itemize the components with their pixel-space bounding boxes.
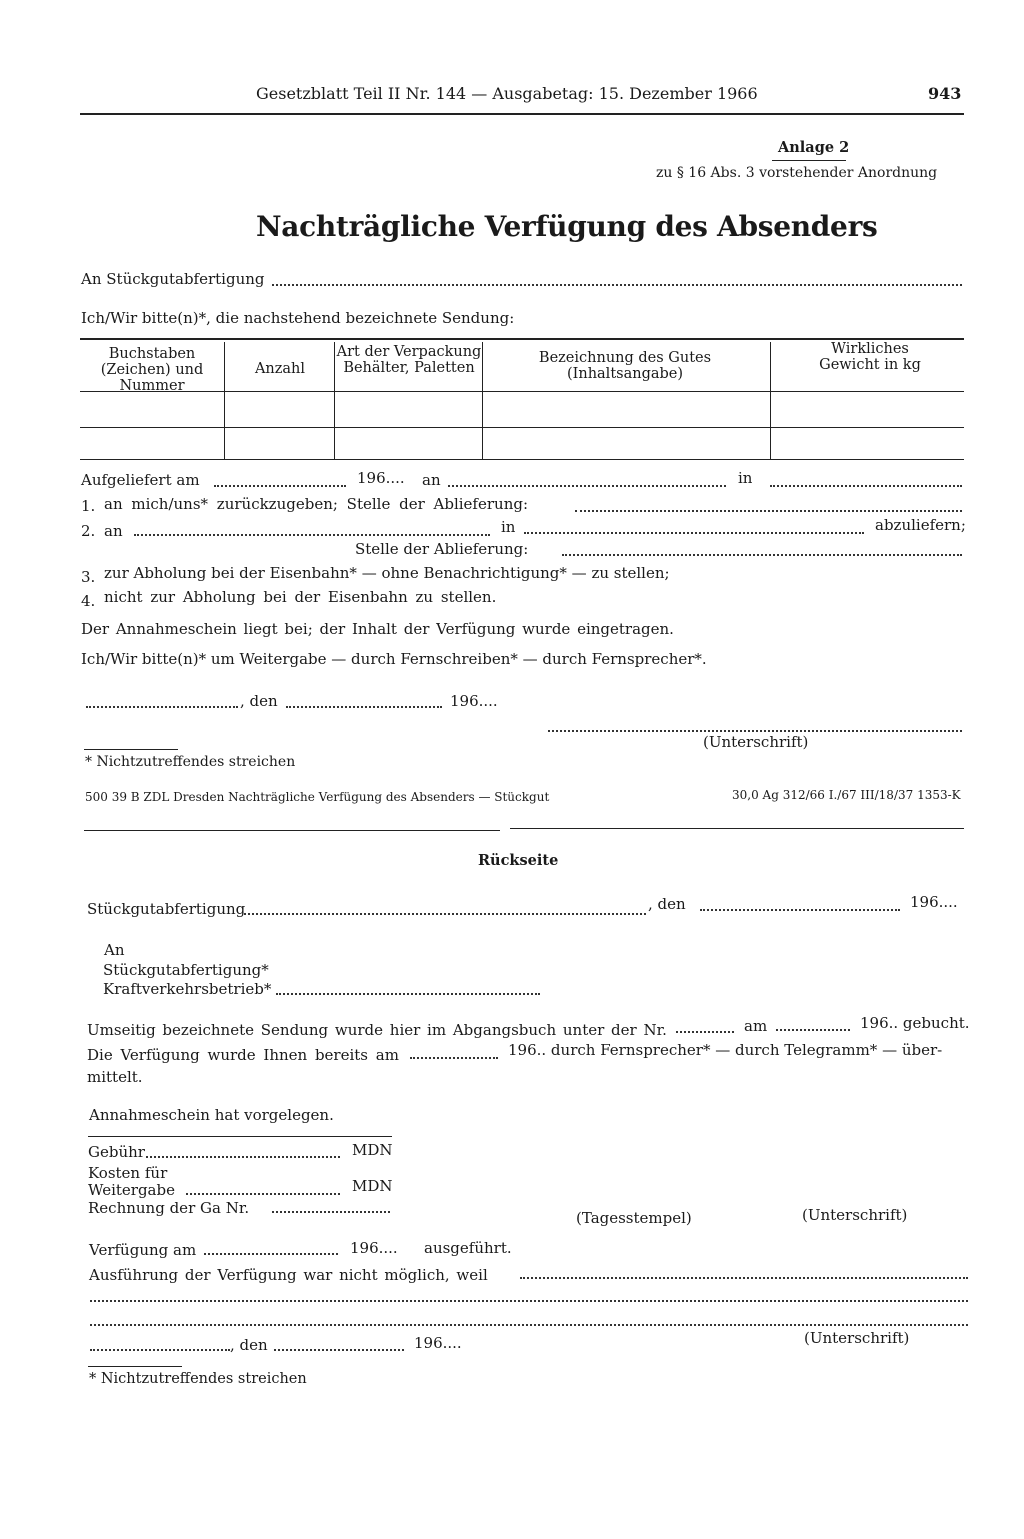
option-4-number: 4. — [81, 592, 96, 610]
front-place-field[interactable] — [86, 706, 238, 708]
back-executed-label: Verfügung am — [89, 1241, 197, 1259]
table-cell-row1-goods[interactable] — [485, 396, 768, 424]
back-signature-label: (Unterschrift) — [802, 1206, 908, 1224]
table-header-packaging: Art der Verpackung Behälter, Paletten — [336, 344, 482, 376]
back-forward-text-a: Die Verfügung wurde Ihnen bereits am — [87, 1046, 399, 1064]
back-office-year: 196.... — [910, 893, 958, 911]
header-rule — [80, 113, 964, 115]
posted-to-field[interactable] — [448, 485, 726, 487]
back-fee-currency: MDN — [352, 1141, 393, 1159]
back-booked-number-field[interactable] — [676, 1031, 734, 1033]
option-2-place-field[interactable] — [524, 532, 864, 534]
option-2-delivery-field[interactable] — [562, 554, 962, 556]
back-to-an: An — [104, 941, 125, 959]
back-executed-end: ausgeführt. — [424, 1239, 512, 1257]
back-booked-am: am — [744, 1017, 768, 1035]
posted-label: Aufgeliefert am — [81, 471, 200, 489]
table-cell-row2-weight[interactable] — [773, 430, 962, 457]
back-reason-field-1[interactable] — [520, 1277, 968, 1279]
back-date-den: , den — [230, 1336, 268, 1354]
table-header-rule — [80, 391, 964, 392]
option-2-number: 2. — [81, 522, 96, 540]
back-not-possible-label: Ausführung der Verfügung war nicht möglich, weil — [89, 1266, 488, 1284]
form-title: Nachträgliche Verfügung des Absenders — [256, 210, 878, 243]
posted-place-field[interactable] — [770, 485, 962, 487]
table-header-weight: Wirkliches Gewicht in kg — [819, 341, 921, 373]
back-reason-field-2[interactable] — [90, 1300, 968, 1302]
back-costs-currency: MDN — [352, 1177, 393, 1195]
annex-reference: zu § 16 Abs. 3 vorstehender Anordnung — [656, 165, 938, 181]
table-cell-row2-marks[interactable] — [82, 430, 222, 457]
front-footnote: * Nichtzutreffendes streichen — [85, 754, 296, 770]
table-cell-row1-count[interactable] — [227, 396, 332, 424]
forwarding-request: Ich/Wir bitte(n)* um Weitergabe — durch Fernschreiben* — durch Fernsprecher*. — [81, 650, 707, 668]
back-to-kraft: Kraftverkehrsbetrieb* — [103, 980, 272, 998]
front-date-field[interactable] — [286, 706, 442, 708]
request-line: Ich/Wir bitte(n)*, die nachstehend bezeichnete Sendung: — [81, 309, 515, 327]
back-reason-field-3[interactable] — [90, 1324, 968, 1326]
option-1-number: 1. — [81, 497, 96, 515]
back-forward-text-b: 196.. durch Fernsprecher* — durch Telegramm* — über- — [508, 1041, 943, 1059]
table-header-marks: Buchstaben (Zeichen) und Nummer — [100, 346, 204, 394]
annex-label: Anlage 2 — [778, 139, 850, 156]
table-col-sep-1 — [224, 342, 225, 459]
back-executed-date-field[interactable] — [204, 1253, 338, 1255]
front-signature-field[interactable] — [548, 730, 962, 732]
table-header-goods: Bezeichnung des Gutes (Inhaltsangabe) — [538, 350, 712, 382]
back-place-field[interactable] — [90, 1349, 230, 1351]
back-office-field[interactable] — [244, 913, 646, 915]
imprint-right: 30,0 Ag 312/66 I./67 III/18/37 1353-K — [732, 788, 961, 802]
imprint-left: 500 39 B ZDL Dresden Nachträgliche Verfügung des Absenders — Stückgut — [85, 790, 550, 804]
back-signature-label-2: (Unterschrift) — [804, 1329, 910, 1347]
back-to-field[interactable] — [276, 993, 540, 995]
back-stamp-label: (Tagesstempel) — [576, 1209, 692, 1227]
back-executed-year: 196.... — [350, 1239, 398, 1257]
back-fee-label: Gebühr — [88, 1143, 145, 1161]
back-costs-label-a: Kosten für — [88, 1164, 168, 1182]
option-4-text: nicht zur Abholung bei der Eisenbahn zu stellen. — [104, 588, 497, 606]
table-top-rule — [80, 338, 964, 340]
back-date-field[interactable] — [274, 1349, 404, 1351]
back-booked-text: Umseitig bezeichnete Sendung wurde hier im Abgangsbuch unter der Nr. — [87, 1021, 667, 1039]
table-cell-row1-packaging[interactable] — [337, 396, 480, 424]
table-col-sep-2 — [334, 342, 335, 459]
option-2-recipient-field[interactable] — [134, 534, 490, 536]
table-col-sep-4 — [770, 342, 771, 459]
annex-underline — [772, 160, 846, 161]
cut-line-left — [84, 830, 500, 831]
table-cell-row2-count[interactable] — [227, 430, 332, 457]
table-bottom-rule — [80, 459, 964, 460]
table-cell-row1-marks[interactable] — [82, 396, 222, 424]
option-2-in: in — [501, 518, 516, 536]
front-signature-label: (Unterschrift) — [703, 733, 809, 751]
back-annahmeschein: Annahmeschein hat vorgelegen. — [89, 1106, 334, 1124]
back-forward-text-c: mittelt. — [87, 1068, 143, 1086]
back-office-date-field[interactable] — [700, 909, 900, 911]
back-office-den: , den — [648, 895, 686, 913]
recipient-label: An Stückgutabfertigung — [81, 270, 265, 288]
back-invoice-field[interactable] — [272, 1211, 390, 1213]
cut-line-right — [510, 828, 964, 829]
back-footnote: * Nichtzutreffendes streichen — [89, 1371, 307, 1387]
option-2-an: an — [104, 522, 123, 540]
table-header-count: Anzahl — [254, 361, 306, 377]
table-row-rule — [80, 427, 964, 428]
back-date-year: 196.... — [414, 1334, 462, 1352]
option-1-place-field[interactable] — [575, 510, 962, 512]
option-3-number: 3. — [81, 568, 96, 586]
posted-date-field[interactable] — [214, 485, 346, 487]
table-col-sep-3 — [482, 342, 483, 459]
back-invoice-label: Rechnung der Ga Nr. — [88, 1199, 250, 1217]
page-number: 943 — [928, 84, 962, 103]
recipient-field[interactable] — [272, 284, 962, 286]
back-fee-field[interactable] — [146, 1156, 340, 1158]
front-date-year: 196.... — [450, 692, 498, 710]
option-2-end: abzuliefern; — [875, 516, 966, 534]
table-cell-row2-goods[interactable] — [485, 430, 768, 457]
option-1-text: an mich/uns* zurückzugeben; Stelle der Ablieferung: — [104, 495, 529, 513]
table-cell-row1-weight[interactable] — [773, 396, 962, 424]
posted-in: in — [738, 469, 753, 487]
back-fee-rule — [88, 1136, 392, 1137]
annahmeschein-note: Der Annahmeschein liegt bei; der Inhalt der Verfügung wurde eingetragen. — [81, 620, 674, 638]
front-footnote-rule — [84, 749, 178, 750]
back-footnote-rule — [88, 1366, 182, 1367]
back-booked-end: 196.. gebucht. — [860, 1014, 970, 1032]
back-forward-date-field[interactable] — [410, 1057, 498, 1059]
posted-year: 196.... — [357, 469, 405, 487]
table-cell-row2-packaging[interactable] — [337, 430, 480, 457]
option-3-text: zur Abholung bei der Eisenbahn* — ohne Benachrichtigung* — zu stellen; — [104, 564, 670, 582]
back-booked-date-field[interactable] — [776, 1029, 850, 1031]
front-date-den: , den — [240, 692, 278, 710]
back-office-label: Stückgutabfertigung — [87, 900, 246, 918]
back-costs-field[interactable] — [186, 1193, 340, 1195]
publication-header: Gesetzblatt Teil II Nr. 144 — Ausgabetag: 15. Dezember 1966 — [256, 84, 758, 103]
back-to-stueckgut: Stückgutabfertigung* — [103, 961, 269, 979]
option-2-delivery-label: Stelle der Ablieferung: — [355, 540, 529, 558]
back-costs-label-b: Weitergabe — [88, 1181, 175, 1199]
posted-an: an — [422, 471, 441, 489]
back-heading: Rückseite — [478, 852, 559, 869]
